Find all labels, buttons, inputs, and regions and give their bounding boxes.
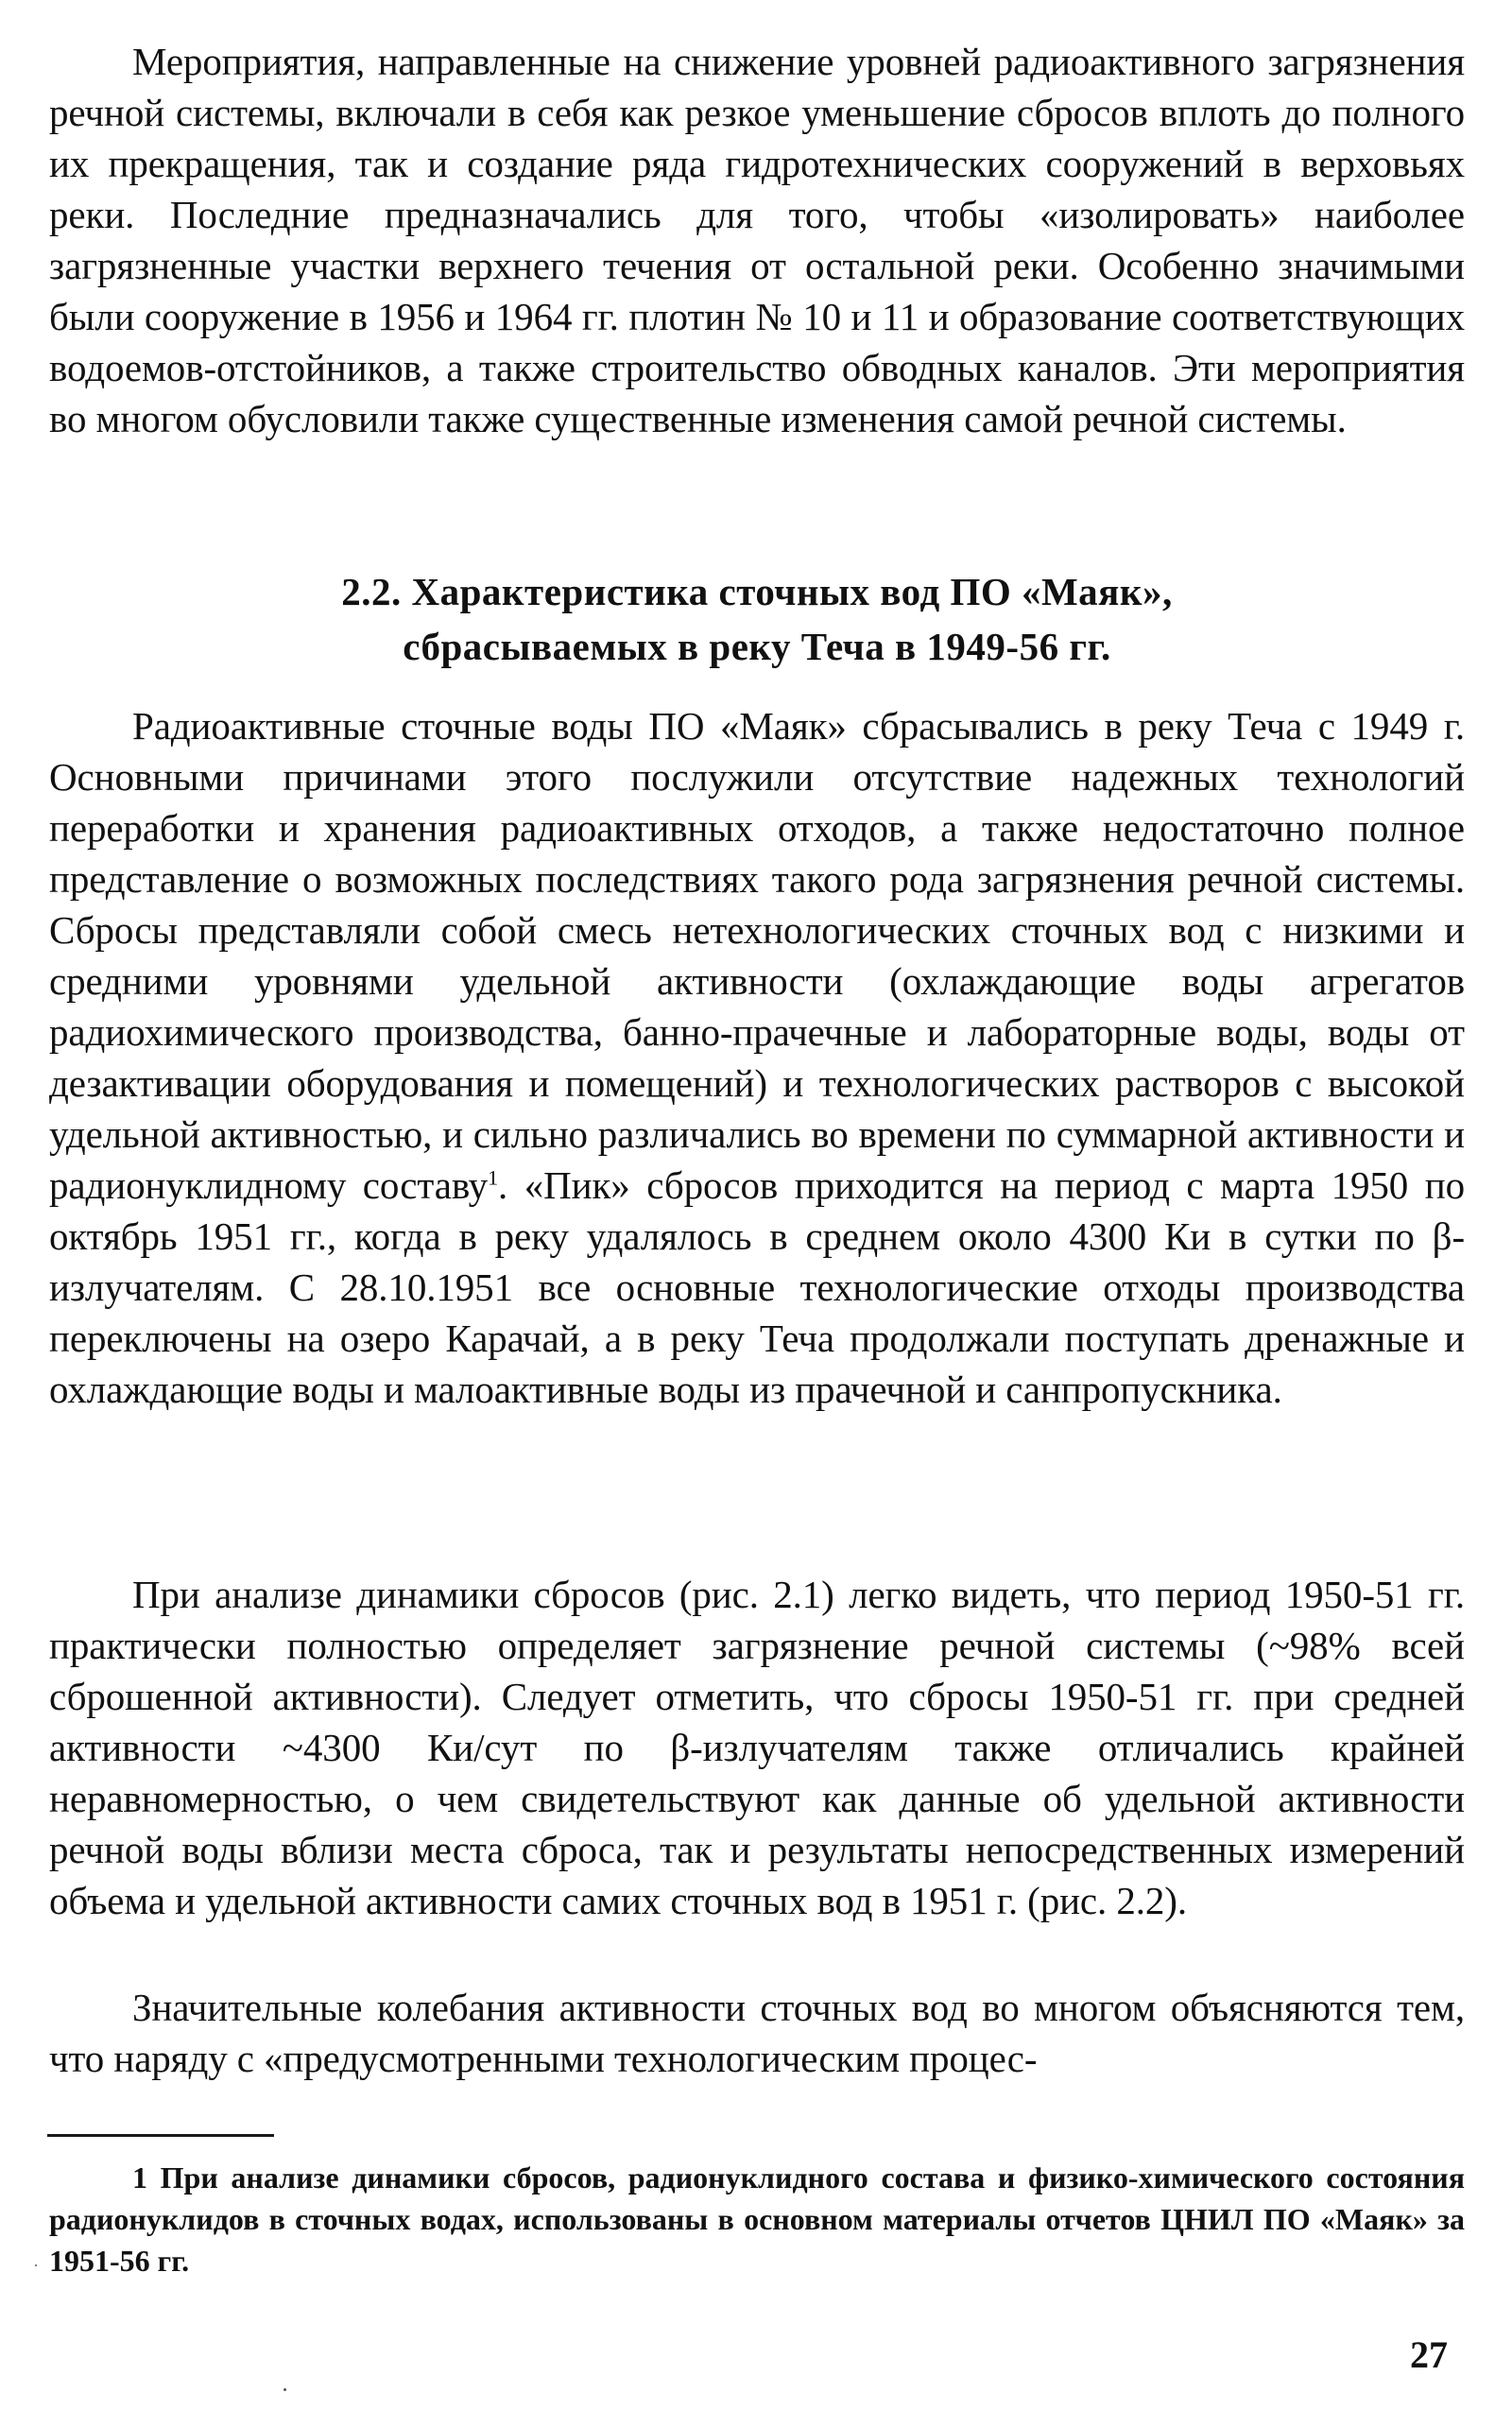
body-paragraph-block <box>49 36 1465 444</box>
scan-speck <box>35 2264 37 2266</box>
scan-speck <box>284 2388 286 2391</box>
paragraph-3: При анализе динамики сбросов (рис. 2.1) легко видеть, что период 1950-51 гг. практически полностью определяет загрязнение речной системы (~98% всей сброшенной активности). Следует отметить, что сбросы 1950-51 гг. при средней активности ~4300 Ки/сут по β-излучателям также отличались крайней неравномерностью, о чем свидетельствуют как данные об удельной активности речной воды вблизи места сброса, так и результаты непосредственных измерений объема и удельной активности самих сточных вод в 1951 г. (рис. 2.2). <box>49 1573 1465 1922</box>
footnote-divider <box>47 2134 274 2137</box>
body-paragraph-block <box>49 700 1465 1415</box>
footnote: 1 При анализе динамики сбросов, радионуклидного состава и физико-химического состояния радионуклидов в сточных водах, использованы в основном материалы отчетов ЦНИЛ ПО «Маяк» за 1951-56 гг. <box>49 2160 1465 2278</box>
paragraph-1: Мероприятия, направленные на снижение уровней радиоактивного загрязнения речной системы, включали в себя как резкое уменьшение сбросов вплоть до полного их прекращения, так и создание ряда гидротехнических сооружений в верховьях реки. Последние предназначались для того, чтобы «изолировать» наиболее загрязненные участки верхнего течения от остальной реки. Особенно значимыми были сооружение в 1956 и 1964 гг. плотин № 10 и 11 и образование соответствующих водоемов-отстойников, а также строительство обводных каналов. Эти мероприятия во многом обусловили также существенные изменения самой речной системы. <box>49 40 1465 440</box>
paragraph-2 <box>49 700 1465 1415</box>
footnote-reference: 1 <box>488 1165 498 1190</box>
section-heading-line-1: 2.2. Характеристика сточных вод ПО «Маяк», <box>341 570 1173 613</box>
body-paragraph-block <box>49 1569 1465 1926</box>
paragraph-4: Значительные колебания активности сточных вод во многом объясняются тем, что наряду с «предусмотренными технологическим процес- <box>49 1986 1465 2080</box>
paragraph-2-part-1: Радиоактивные сточные воды ПО «Маяк» сбрасывались в реку Теча с 1949 г. Основными причинами этого послужили отсутствие надежных технологий переработки и хранения радиоактивных отходов, а также недостаточно полное представление о возможных последствиях такого рода загрязнения речной системы. Сбросы представляли собой смесь нетехнологических сточных вод с низкими и средними уровнями удельной активности (охлаждающие воды агрегатов радиохимического производства, банно-прачечные и лабораторные воды, воды от дезактивации оборудования и помещений) и технологических растворов с высокой удельной активностью, и сильно различались во времени по суммарной активности и радионуклидному составу <box>49 704 1465 1207</box>
section-heading-line-2: сбрасываемых в реку Теча в 1949-56 гг. <box>403 625 1111 668</box>
section-heading <box>49 564 1465 674</box>
body-paragraph-block <box>49 1982 1465 2084</box>
page-number: 27 <box>1410 2333 1448 2376</box>
paragraph-2-part-2: . «Пик» сбросов приходится на период с марта 1950 по октябрь 1951 гг., когда в реку удалялось в среднем около 4300 Ки в сутки по β-излучателям. С 28.10.1951 все основные технологические отходы производства переключены на озеро Карачай, а в реку Теча продолжали поступать дренажные и охлаждающие воды и малоактивные воды из прачечной и санпропускника. <box>49 1163 1465 1411</box>
